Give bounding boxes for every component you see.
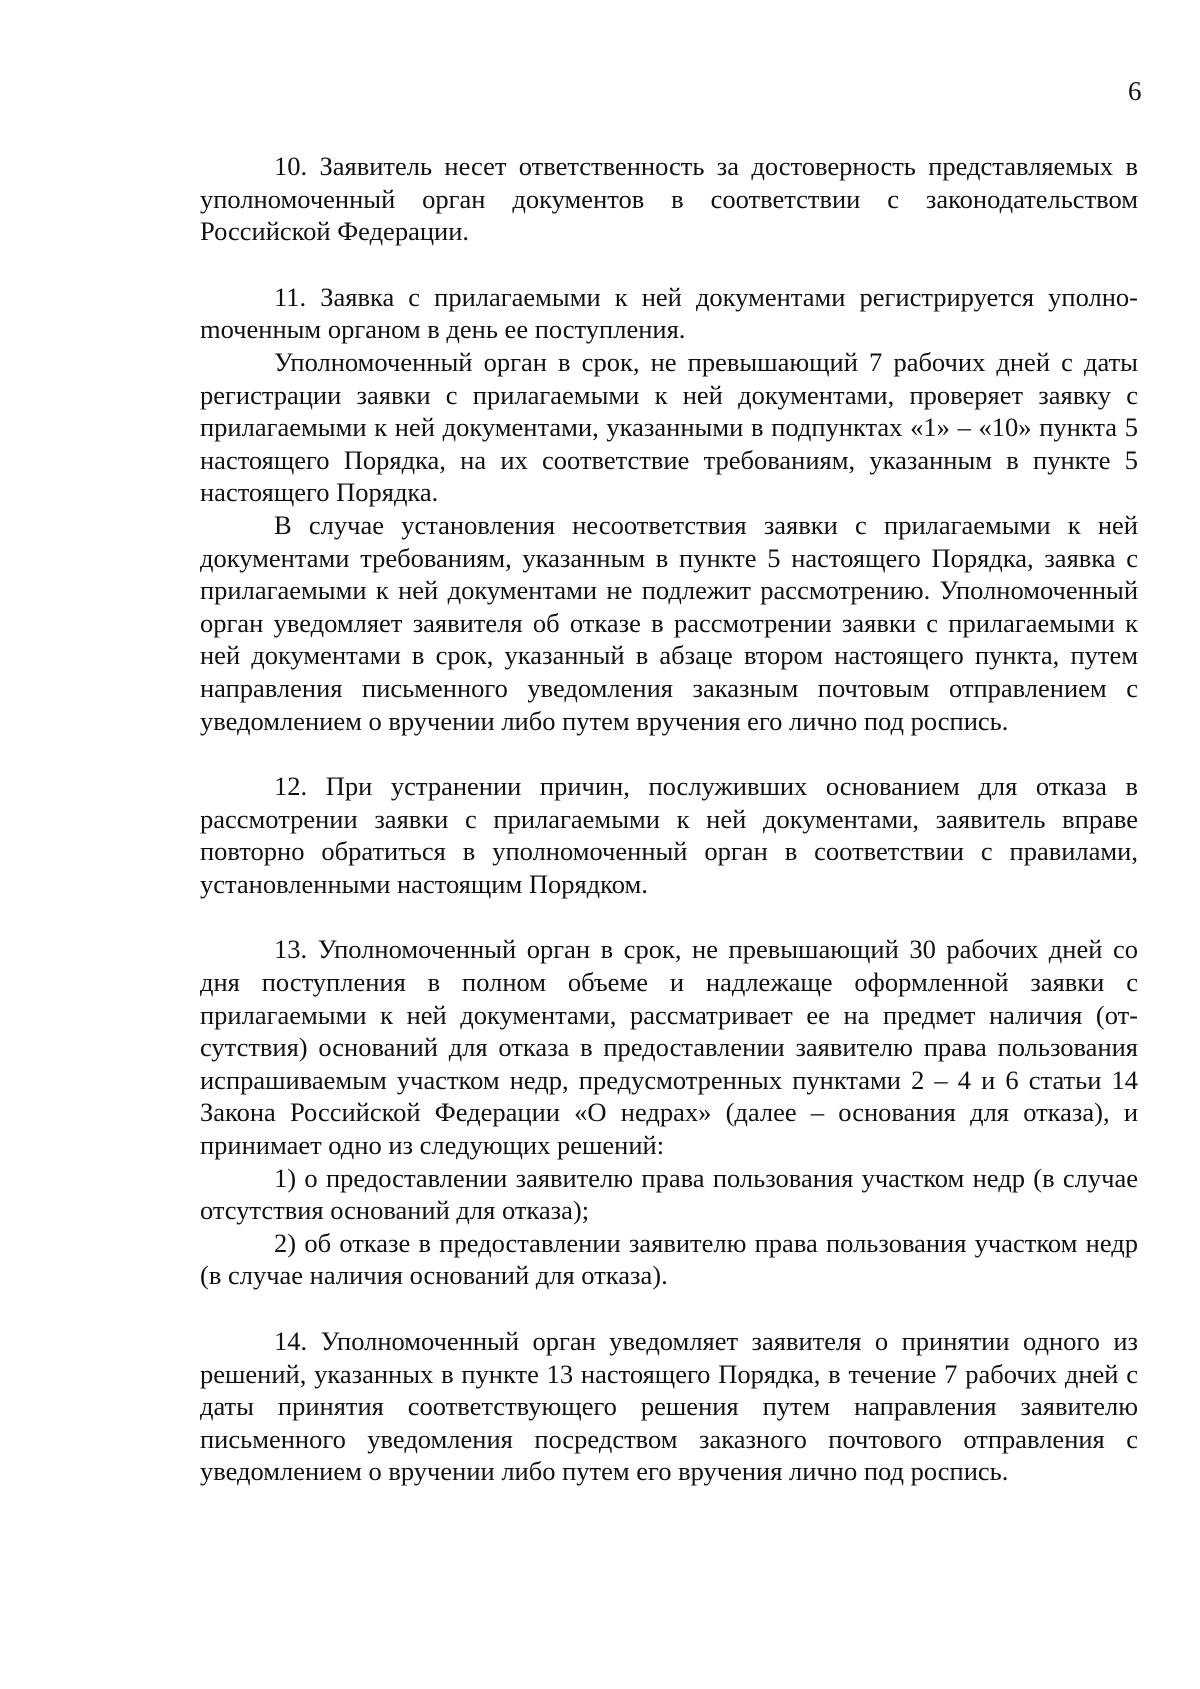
paragraph-13: 13. Уполномоченный орган в срок, не превышающий 30 рабочих дней со дня поступления в полном объеме и надлежаще оформленной заявки с прилагаемыми к ней документами, рассматривает ее на предмет наличия (отсутствия) оснований для отказа в предоставлении заявителю права пользования испрашиваемым участком недр, предусмотренных пунктами 2 – 4 и 6 статьи 14 Закона Российской Федерации «О недрах» (далее – основания для отказа), и принимает одно из следующих решений: <box>200 934 1138 1161</box>
paragraph-11-mismatch: В случае установления несоответствия заявки с прилагаемыми к ней документами требованиям, указанным в пункте 5 настоящего Порядка, заявка с прилагаемыми к ней документами не подлежит рассмотрению. Уполномоченный орган уведомляет заявителя об отказе в рассмотрении заявки с прилагаемыми к ней документами в срок, указанный в абзаце втором настоящего пункта, путем направления письменного уведомления заказным почтовым отправлением с уведомлением о вручении либо путем вручения его лично под роспись. <box>200 509 1138 736</box>
page-number: 6 <box>1128 76 1142 106</box>
paragraph-10: 10. Заявитель несет ответственность за достоверность представляемых в уполномоченный орган документов в соответствии с законодательством Российской Федерации. <box>200 151 1138 247</box>
paragraph-12: 12. При устранении причин, послуживших основанием для отказа в рассмотрении заявки с прилагаемыми к ней документами, заявитель вправе повторно обратиться в уполномоченный орган в соответствии с правилами, установленными настоящим Порядком. <box>200 771 1138 899</box>
paragraph-13-decision-2: 2) об отказе в предоставлении заявителю права пользования участком недр (в случае наличия оснований для отказа). <box>200 1227 1138 1291</box>
paragraph-11: 11. Заявка с прилагаемыми к ней документами регистрируется уполноmоченным органом в день ее поступления. <box>200 281 1138 345</box>
paragraph-11-check: Уполномоченный орган в срок, не превышающий 7 рабочих дней с даты регистрации заявки с прилагаемыми к ней документами, проверяет заявку с прилагаемыми к ней документами, указанными в подпунктах «1» – «10» пункта 5 настоящего Порядка, на их соответствие требованиям, указанным в пункте 5 настоящего Порядка. <box>200 346 1138 508</box>
paragraph-13-decision-1: 1) о предоставлении заявителю права пользования участком недр (в случае отсутствия оснований для отказа); <box>200 1162 1138 1226</box>
paragraph-14: 14. Уполномоченный орган уведомляет заявителя о принятии одного из решений, указанных в пункте 13 настоящего Порядка, в течение 7 рабочих дней с даты принятия соответствующего решения путем направления заявителю письменного уведомления посредством заказного почтового отправления с уведомлением о вручении либо путем его вручения лично под роспись. <box>200 1326 1138 1487</box>
document-body <box>200 150 1138 1488</box>
